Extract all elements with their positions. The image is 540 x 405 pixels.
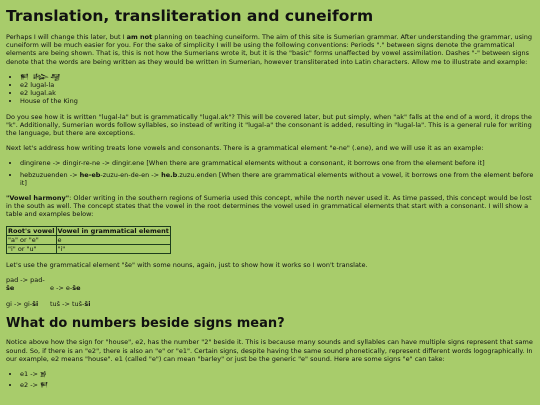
list-item: • dingirene -> dingir-re-ne -> dingir.ene [When there are grammatical elements without a consonant, it borrows one from the element before it] — [20, 159, 534, 167]
table-cell: "i" — [56, 244, 170, 253]
list-item: • House of the King — [20, 97, 534, 105]
paragraph-lone-vowels: Next let's address how writing treats lone vowels and consonants. There is a grammatical element "e-ne" (.ene), and we will use it as an example: — [6, 144, 484, 153]
bold-text: še — [72, 284, 81, 293]
page-title: Translation, transliteration and cuneiform — [6, 7, 374, 25]
table-header-row — [7, 226, 171, 235]
intro-paragraph — [6, 33, 534, 66]
text: : Older writing in the southern regions of Sumeria used this concept, while the north never used it. As time passed, this concept would be lost in the south as well. The concept states that the vowel in the root determines the vowel used in grammatical elements that start with a consonant. I will show a table and examples below: — [6, 194, 532, 219]
bold-text: še — [6, 284, 15, 293]
example-list — [6, 73, 534, 106]
example-row — [6, 300, 534, 308]
sign-list — [6, 370, 534, 389]
table-row — [7, 244, 171, 253]
vowel-harmony-table — [6, 226, 171, 254]
text: gi -> gi- — [6, 300, 33, 309]
text: e -> e- — [50, 284, 73, 293]
table-cell: "a" or "e" — [7, 235, 57, 244]
paragraph-vowel-harmony — [6, 194, 534, 219]
bold-text: he-eb — [79, 170, 101, 179]
vowel-harmony-term: "Vowel harmony" — [6, 194, 70, 203]
text: -zuzu-en-de-en -> — [100, 170, 162, 179]
paragraph-numbers: Notice above how the sign for "house", e2, has the number "2" beside it. This is because many sounds and syllables can have multiple signs represent that same sound. So, if there is an "e2", there is also an "e" or "e1". Certain signs, despite having the same sound phonetically, represent different words logographically. In our example, e2 means "house". e1 (called "e") can mean "barley" or just be the generic "e" sound. Here are some signs "e" can take: — [6, 338, 533, 363]
intro-text-post: planning on teaching cuneiform. The aim of this site is Sumerian grammar. After understanding the grammar, using cuneiform will be much easier for you. For the sake of simplicity I will be using the following conventions: Periods "." between signs denote the grammatical elements are being shown. That is, this is not how the Sumerians wrote it, but it is the "basic" forms unaffected by vowel assimilation. Dashes "-" between signs denote that the words are being written as they would be written in Sumerian, however transliterated into Latin characters. Allow me to illustrate and example: — [6, 33, 533, 66]
vowel-example-list — [6, 159, 534, 187]
example-a — [6, 300, 50, 308]
table-header: Root's vowel — [8, 226, 55, 235]
text: hebzuzuenden -> — [20, 170, 80, 179]
bold-text: he.b — [161, 170, 178, 179]
example-row — [6, 276, 534, 292]
bold-text: ši — [84, 300, 91, 309]
text: .zuzu.enden [When there are grammatical elements without a vowel, it borrows one from the element before it] — [20, 170, 534, 187]
table-row — [7, 235, 171, 244]
paragraph-se-element: Let's use the grammatical element "še" with some nouns, again, just to show how it works so I won't translate. — [6, 260, 368, 269]
text: pad -> pad- — [6, 275, 45, 284]
table-cell: e — [56, 235, 170, 244]
list-item: • e2 lugal-la — [20, 81, 534, 89]
table-cell: "i" or "u" — [7, 244, 57, 253]
example-a — [6, 276, 50, 292]
list-item: • e2 -> 𒂍 — [20, 381, 534, 389]
intro-text-pre: Perhaps I will change this later, but I — [6, 33, 127, 41]
list-item: • e1 -> 𒂊 — [20, 370, 534, 378]
cuneiform-line: • 𒂍 𒈗𒆷 — [20, 73, 534, 81]
list-item: • e2 lugal.ak — [20, 89, 534, 97]
list-item — [20, 171, 534, 187]
section-heading: What do numbers beside signs mean? — [6, 316, 285, 332]
paragraph-ak-rule: Do you see how it is written "lugal-la" but is grammatically "lugal.ak"? This will be covered later, but put simply, when "ak" falls at the end of a word, it drops the "k". Additionally, Sumerian words follow syllables, so instead of writing it "lugal-a" the consonant is added, resulting in "lugal-la". This is a general rule for writing the language, but there are exceptions. — [6, 112, 532, 138]
bold-text: ši — [32, 300, 39, 309]
table-header: Vowel in grammatical element — [57, 226, 169, 235]
text: tuš -> tuš- — [50, 300, 85, 309]
intro-bold: am not — [126, 33, 153, 41]
